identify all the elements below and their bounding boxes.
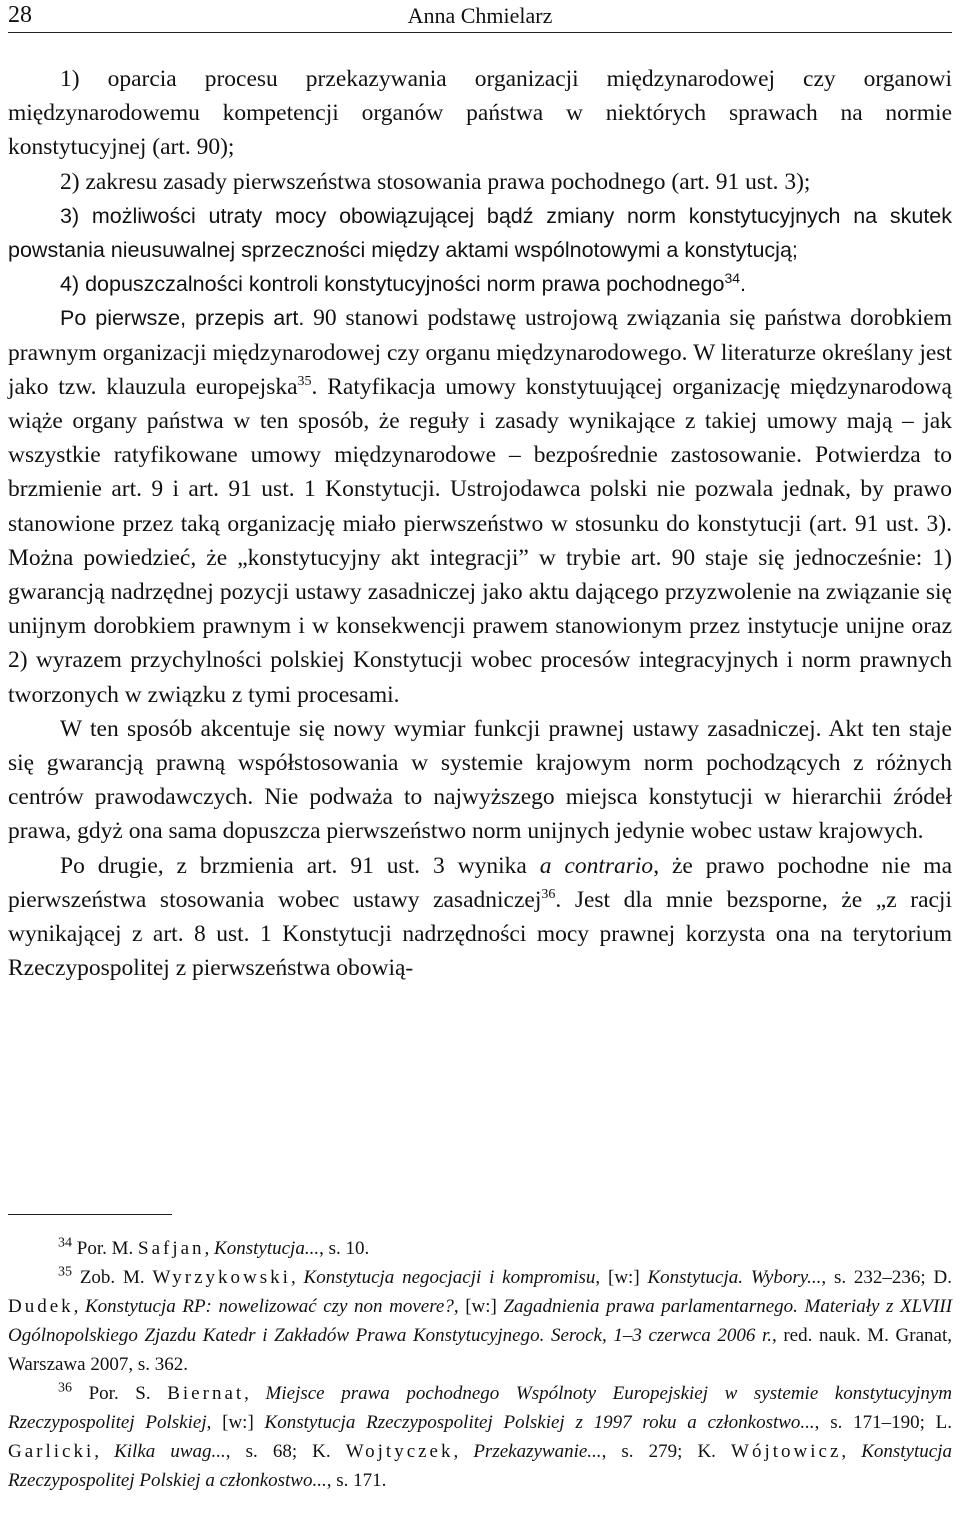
footnote-title: Konstytucja Rzeczypospolitej Polskiej z 1997 roku a członkostwo... xyxy=(264,1412,815,1433)
footnote-title: Zagadnienia prawa parlamentarnego. Materiały z XLVIII Ogólnopolskiego Zjazdu Katedr i Zakładów Prawa Konstytucyjnego. Serock, 1–3 czerwca 2006 r. xyxy=(8,1296,953,1346)
footnote-text: , [w:] xyxy=(595,1267,648,1288)
footnote-text: Por. M. xyxy=(72,1238,138,1259)
footnote-author: Wyrzykowski xyxy=(152,1267,291,1288)
paragraph-3-italic: a contrario xyxy=(539,852,654,879)
footnote-author: Safjan xyxy=(138,1238,205,1259)
page-header xyxy=(8,0,952,33)
footnote-title: Konstytucja Rzeczypospolitej Polskiej a członkostwo... xyxy=(8,1441,952,1491)
paragraph-3-start: Po drugie, z brzmienia art. 91 ust. 3 wynika xyxy=(60,852,540,879)
footnote-title: Konstytucja... xyxy=(214,1238,320,1259)
footnote-number: 34 xyxy=(58,1235,72,1251)
list-item-4-text: 4) dopuszczalności kontroli konstytucyjności norm prawa pochodnego xyxy=(60,272,725,297)
list-item-3: 3) możliwości utraty mocy obowiązującej bądź zmiany norm konstytucyjnych na skutek powstania nieusuwalnej sprzeczności między aktami wspólnotowymi a konstytucją; xyxy=(8,203,952,263)
footnote-number: 35 xyxy=(58,1264,72,1280)
footnote-text: , xyxy=(290,1267,304,1288)
footnote-text: , s. 10. xyxy=(319,1238,370,1259)
paragraph-1 xyxy=(8,301,952,711)
footnote-author: Biernat xyxy=(167,1383,245,1404)
footnote-text: , [w:] xyxy=(453,1296,504,1317)
footnote-title: Przekazywanie... xyxy=(473,1441,602,1462)
footnote-text: , s. 171–190; L. xyxy=(814,1412,952,1433)
footnote-35 xyxy=(8,1263,952,1379)
footnote-text: , s. 232–236; D. xyxy=(821,1267,952,1288)
page-number: 28 xyxy=(8,2,32,28)
paragraph-2: W ten sposób akcentuje się nowy wymiar funkcji prawnej ustawy zasadniczej. Akt ten staje się gwarancją prawną współstosowania w systemie krajowym norm pochodzących z różnych centrów prawodawczych. Nie podważa to najwyższego miejsca konstytucji w hierarchii źródeł prawa, gdyż ona sama dopuszcza pierwszeństwo norm unijnych jedynie wobec ustaw krajowych. xyxy=(8,715,952,845)
footnote-author: Dudek xyxy=(8,1296,74,1317)
footnote-title: Miejsce prawa pochodnego Wspólnoty Europejskiej w systemie konstytucyjnym Rzeczypospolitej Polskiej xyxy=(8,1383,952,1433)
footnote-ref-34: 34 xyxy=(724,270,741,287)
paragraph-1-rest: . Ratyfikacja umowy konstytuującej organizację międzynarodową wiąże organy państwa w ten sposób, że reguły i zasady wynikające z takiej umowy mają – jak wszystkie ratyfikowane umowy międzynarodowe – bezpośrednie zastosowanie. Potwierdza to brzmienie art. 9 i art. 91 ust. 1 Konstytucji. Ustrojodawca polski nie pozwala jednak, by prawo stanowione przez taką organizację miało pierwszeństwo w stosunku do konstytucji (art. 91 ust. 3). Można powiedzieć, że „konstytucyjny akt integracji” w trybie art. 90 staje się jednocześnie: 1) gwarancją nadrzędnej pozycji ustawy zasadniczej jako aktu dającego przyzwolenie na związanie się unijnym dorobkiem prawnym i w konsekwencji prawem stanowionym przez instytucje unijne oraz 2) wyrazem przychylności polskiej Konstytucji wobec procesów integracyjnych i norm prawnych tworzonych w związku z tymi procesami. xyxy=(8,373,952,708)
list-item-1: 1) oparcia procesu przekazywania organizacji międzynarodowej czy organowi międzynarodowemu kompetencji organów państwa w niektórych sprawach na normie konstytucyjnej (art. 90); xyxy=(8,66,952,161)
list-item-2: 2) zakresu zasady pierwszeństwa stosowania prawa pochodnego (art. 91 ust. 3); xyxy=(60,168,811,195)
footnote-text: , s. 279; K. xyxy=(601,1441,732,1462)
footnote-36 xyxy=(8,1379,952,1495)
footnote-number: 36 xyxy=(58,1380,72,1396)
footnote-text: , xyxy=(73,1296,85,1317)
footnote-author: Wojtyczek xyxy=(345,1441,454,1462)
footnote-separator xyxy=(8,1214,172,1215)
footnote-text: , xyxy=(204,1238,215,1259)
footnote-34 xyxy=(8,1234,952,1263)
paragraph-1-body: 90 stanowi podstawę ustrojową związania się państwa dorobkiem prawnym organizacji międzynarodowej czy organu międzynarodowego. W literaturze określany jest jako tzw. klauzula europejska xyxy=(8,305,952,400)
footnote-text: , xyxy=(244,1383,266,1404)
footnote-text: , s. 171. xyxy=(326,1470,387,1491)
footnotes xyxy=(8,1234,952,1495)
paragraph-1-start: Po pierwsze, przepis art. xyxy=(60,306,305,331)
list-item-4-end: . xyxy=(740,272,747,297)
footnote-text: , xyxy=(453,1441,474,1462)
running-head: Anna Chmielarz xyxy=(407,3,553,28)
footnote-author: Wójtowicz xyxy=(731,1441,842,1462)
footnote-title: Konstytucja negocjacji i kompromisu xyxy=(303,1267,596,1288)
footnote-text: Por. S. xyxy=(72,1383,168,1404)
paragraph-3-rest: . Jest dla mnie bezsporne, że „z racji wynikającej z art. 8 ust. 1 Konstytucji nadrzędności mocy prawnej korzysta ona na terytorium Rzeczypospolitej z pierwszeństwa obowią- xyxy=(8,886,952,982)
paragraph-3 xyxy=(8,849,952,986)
list-item-4 xyxy=(8,267,952,301)
footnote-title: Konstytucja RP: nowelizować czy non movere? xyxy=(85,1296,454,1317)
footnote-text: Zob. M. xyxy=(72,1267,153,1288)
footnote-title: Konstytucja. Wybory... xyxy=(647,1267,822,1288)
footnote-text: , xyxy=(841,1441,862,1462)
main-text xyxy=(8,62,952,985)
footnote-ref-35: 35 xyxy=(297,374,312,389)
footnote-text: , xyxy=(94,1441,115,1462)
footnote-text: , red. nauk. M. Granat, Warszawa 2007, s. 362. xyxy=(8,1325,952,1375)
footnote-text: , s. 68; K. xyxy=(225,1441,346,1462)
footnote-text: , [w:] xyxy=(206,1412,265,1433)
footnote-author: Garlicki xyxy=(8,1441,95,1462)
footnote-title: Kilka uwag... xyxy=(114,1441,226,1462)
paragraph-3-body: , że prawo pochodne nie ma pierwszeństwa stosowania wobec ustawy zasadniczej xyxy=(8,852,952,913)
footnote-ref-36: 36 xyxy=(541,887,556,903)
